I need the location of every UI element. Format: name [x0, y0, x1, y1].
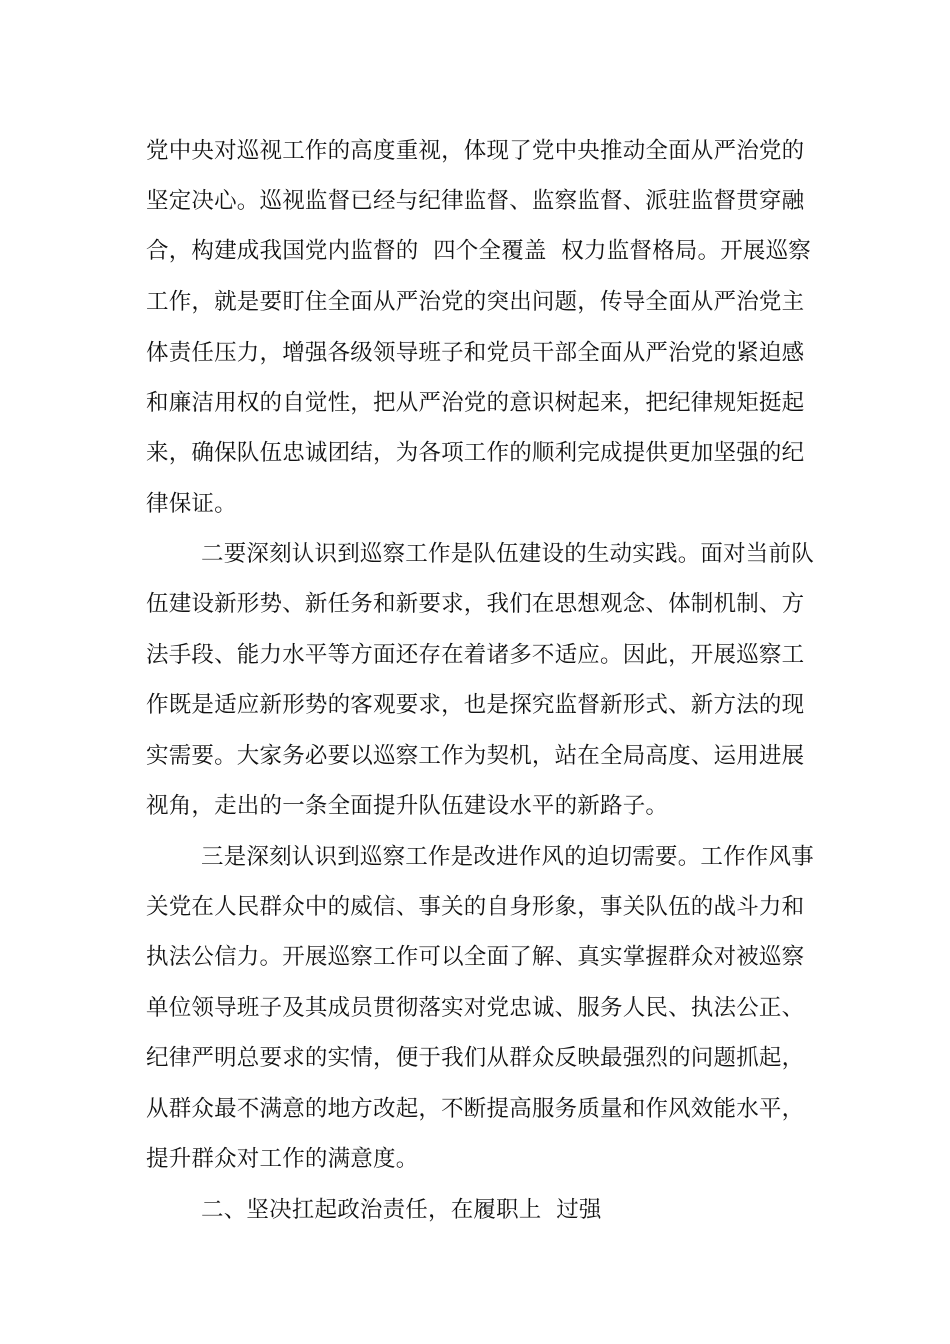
- paragraph-3-line-6: 从群众最不满意的地方改起，不断提高服务质量和作风效能水平，: [146, 1096, 805, 1122]
- paragraph-3-line-4: 单位领导班子及其成员贯彻落实对党忠诚、服务人民、执法公正、: [146, 995, 805, 1021]
- text-line-6: 和廉洁用权的自觉性，把从严治党的意识树起来，把纪律规矩挺起: [146, 390, 805, 416]
- text-line-5: 体责任压力，增强各级领导班子和党员干部全面从严治党的紧迫感: [146, 340, 805, 366]
- section-heading: 二、坚决扛起政治责任，在履职上 过强: [201, 1197, 602, 1223]
- paragraph-2-line-2: 伍建设新形势、新任务和新要求，我们在思想观念、体制机制、方: [146, 591, 805, 617]
- paragraph-3-line-7: 提升群众对工作的满意度。: [146, 1146, 419, 1172]
- paragraph-2-line-4: 作既是适应新形势的客观要求，也是探究监督新形式、新方法的现: [146, 692, 805, 718]
- paragraph-3-line-1: 三是深刻认识到巡察工作是改进作风的迫切需要。工作作风事: [201, 844, 814, 870]
- paragraph-2-line-3: 法手段、能力水平等方面还存在着诸多不适应。因此，开展巡察工: [146, 642, 805, 668]
- paragraph-2-line-6: 视角，走出的一条全面提升队伍建设水平的新路子。: [146, 793, 669, 819]
- paragraph-3-line-3: 执法公信力。开展巡察工作可以全面了解、真实掌握群众对被巡察: [146, 944, 805, 970]
- text-line-3: 合，构建成我国党内监督的 四个全覆盖 权力监督格局。开展巡察: [146, 238, 812, 264]
- paragraph-3-line-2: 关党在人民群众中的威信、事关的自身形象，事关队伍的战斗力和: [146, 894, 805, 920]
- paragraph-2-line-1: 二要深刻认识到巡察工作是队伍建设的生动实践。面对当前队: [201, 541, 814, 567]
- text-line-2: 坚定决心。巡视监督已经与纪律监督、监察监督、派驻监督贯穿融: [146, 188, 805, 214]
- text-line-8: 律保证。: [146, 491, 237, 517]
- paragraph-2-line-5: 实需要。大家务必要以巡察工作为契机，站在全局高度、运用进展: [146, 743, 805, 769]
- text-line-4: 工作，就是要盯住全面从严治党的突出问题，传导全面从严治党主: [146, 289, 805, 315]
- paragraph-3-line-5: 纪律严明总要求的实情，便于我们从群众反映最强烈的问题抓起，: [146, 1045, 805, 1071]
- text-line-1: 党中央对巡视工作的高度重视，体现了党中央推动全面从严治党的: [146, 138, 805, 164]
- text-line-7: 来，确保队伍忠诚团结，为各项工作的顺利完成提供更加坚强的纪: [146, 440, 805, 466]
